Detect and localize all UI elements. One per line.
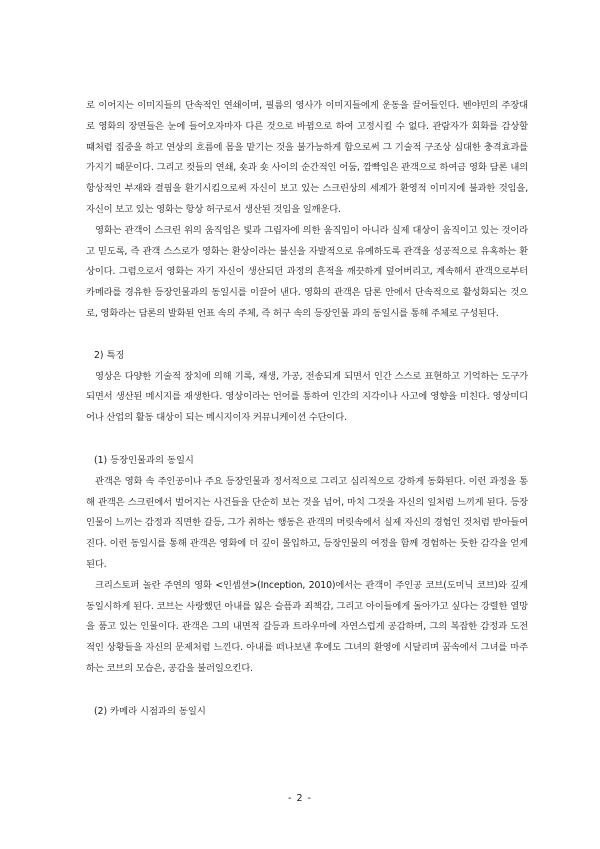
paragraph-inception-example: 크리스토퍼 놀란 주연의 영화 <인셉션>(Inception, 2010)에서는 관객이 주인공 코브(도미닉 코브)와 깊게 동일시하게 된다. 코브는 사랑했던 아내를 잃은 슬픔과 죄책감, 그리고 아이들에게 돌아가고 싶다는 강렬한 열망을 품고 있는 인물이다. 관객은 그의 내면적 갈등과 트라우마에 자연스럽게 공감하며, 그의 복잡한 감정과 도전적인 상황들을 자신의 문제처럼 느낀다. 아내를 떠나보낸 후에도 그녀의 환영에 시달리며 꿈속에서 그녀를 마주하는 코브의 모습은, 공감을 불러일으킨다. — [86, 579, 528, 674]
paragraph-illusion: 영화는 관객이 스크린 위의 움직임은 빛과 그림자에 의한 움직임이 아니라 실제 대상이 움직이고 있는 것이라고 믿도록, 즉 관객 스스로가 영화는 환상이라는 불신을 자발적으로 유예하도록 관객을 성공적으로 유혹하는 환상이다. 그럼으로서 영화는 자기 자신이 생산되던 과정의 흔적을 깨끗하게 덮어버리고, 계속해서 관객으로부터 카메라를 경유한 등장인물과의 동일시를 이끌어 낸다. 영화의 관객은 담론 안에서 단속적으로 활성화되는 것으로, 영화라는 담론의 발화된 언표 속의 주체, 즉 허구 속의 등장인물 과의 동일시를 통해 주체로 구성된다. — [86, 224, 528, 319]
paragraph-characteristics: 영상은 다양한 기술적 장치에 의해 기록, 재생, 가공, 전송되게 되면서 인간 스스로 표현하고 기억하는 도구가 되면서 생산된 메시지를 재생한다. 영상이라는 언어를 통하여 인간의 지각이나 사고에 영향을 미친다. 영상미디어나 산업의 활동 대상이 되는 메시지이자 커뮤니케이션 수단이다. — [86, 370, 528, 424]
spacer — [86, 429, 528, 451]
subsection-heading-camera-identification: (2) 카메라 시점과의 동일시 — [94, 705, 206, 717]
spacer — [86, 325, 528, 346]
paragraph-character-identification: 관객은 영화 속 주인공이나 주요 등장인물과 정서적으로 그리고 심리적으로 강하게 동화된다. 이런 과정을 통해 관객은 스크린에서 벌어지는 사건들을 단순히 보는 것을 넘어, 마치 그것을 자신의 일처럼 느끼게 된다. 등장인물이 느끼는 감정과 직면한 갈등, 그가 취하는 행동은 관객의 머릿속에서 실제 자신의 경험인 것처럼 받아들여진다. 이런 동일시를 통해 관객은 영화에 더 깊이 몰입하고, 등장인물의 여정을 함께 경험하는 듯한 감각을 얻게 된다. — [86, 475, 528, 570]
spacer — [86, 680, 528, 702]
subsection-heading-character-identification: (1) 등장인물과의 동일시 — [94, 454, 194, 466]
section-heading-characteristics: 2) 특징 — [94, 349, 125, 361]
paragraph-continuation: 로 이어지는 이미지들의 단속적인 연쇄이며, 필름의 영사가 이미지들에게 운동을 끌어들인다. 벤야민의 주장대로 영화의 장면들은 눈에 들어오자마자 다른 것으로 바뀜으로 하여 고정시킬 수 없다. 관람자가 회화를 감상할 때처럼 집중을 하고 연상의 흐름에 몸을 맡기는 것을 불가능하게 함으로써 그 기술적 구조상 심대한 충격효과를 가지기 때문이다. 그리고 컷들의 연쇄, 숏과 숏 사이의 순간적인 어둠, 깜빡임은 관객으로 하여금 영화 담론 내의 항상적인 부재와 결핍을 환기시킴으로써 자신이 보고 있는 스크린상의 세계가 환영적 이미지에 불과한 것임을, 자신이 보고 있는 영화는 항상 허구로서 생산된 것임을 일깨운다. — [86, 100, 528, 215]
page-content — [86, 96, 528, 723]
page-number: - 2 - — [288, 793, 312, 804]
